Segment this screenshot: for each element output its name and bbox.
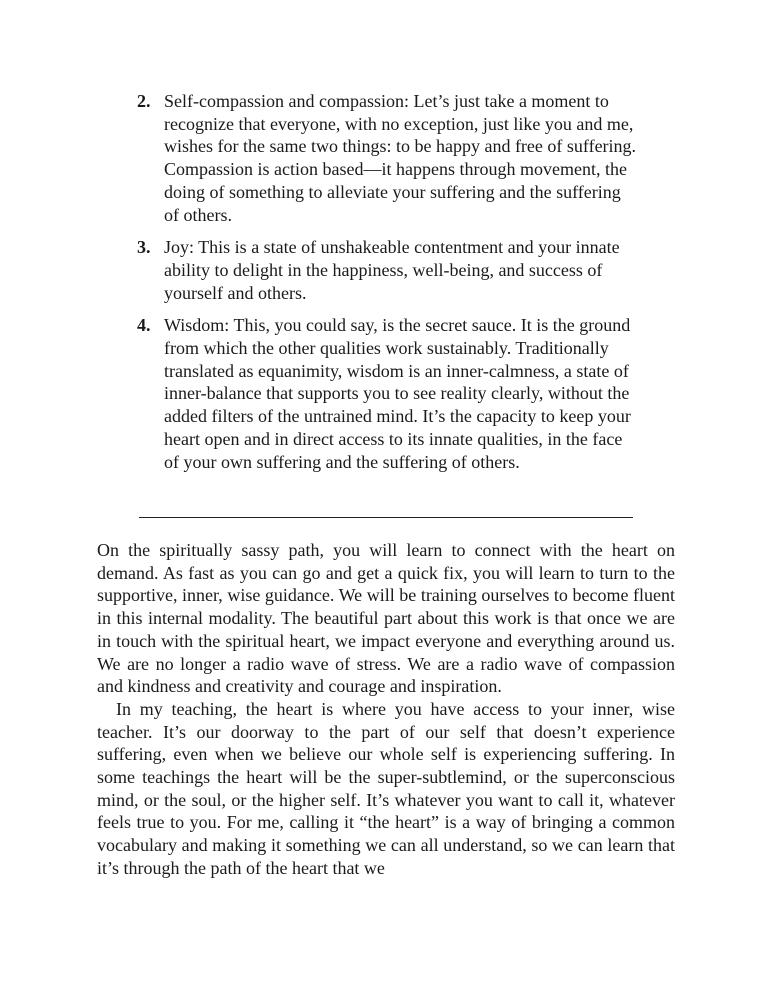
paragraph: On the spiritually sassy path, you will learn to connect with the heart on demand. As fast as you can go and get a quick fix, you will learn to turn to the supportive, inner, wise guidance. We will be training ourselves to become fluent in this internal modality. The beautiful part about this work is that once we are in touch with the spiritual heart, we impact everyone and everything around us. We are no longer a radio wave of stress. We are a radio wave of compassion and kindness and creativity and courage and inspiration. <box>97 540 675 697</box>
list-item-4 <box>137 314 637 473</box>
numbered-list <box>137 90 637 483</box>
list-number: 2. <box>137 91 151 111</box>
list-item-2 <box>137 90 637 226</box>
section-divider <box>139 517 633 518</box>
body-text <box>97 539 675 880</box>
list-item-text: Wisdom: This, you could say, is the secret sauce. It is the ground from which the other qualities work sustainably. Traditionally translated as equanimity, wisdom is an inner-calmness, a state of inner-balance that supports you to see reality clearly, without the added filters of the untrained mind. It’s the capacity to keep your heart open and in direct access to its innate qualities, in the face of your own suffering and the suffering of others. <box>164 315 631 472</box>
list-item-text: Self-compassion and compassion: Let’s just take a moment to recognize that everyone, with no exception, just like you and me, wishes for the same two things: to be happy and free of suffering. Compassion is action based—it happens through movement, the doing of something to alleviate your suffering and the suffering of others. <box>164 91 637 225</box>
paragraph: In my teaching, the heart is where you have access to your inner, wise teacher. It’s our doorway to the part of our self that doesn’t experience suffering, even when we believe our whole self is experiencing suffering. In some teachings the heart will be the super-subtlemind, or the superconscious mind, or the soul, or the higher self. It’s whatever you want to call it, whatever feels true to you. For me, calling it “the heart” is a way of bringing a common vocabulary and making it something we can all understand, so we can learn that it’s through the path of the heart that we <box>97 698 675 878</box>
list-number: 3. <box>137 237 151 258</box>
list-item-3 <box>137 236 637 304</box>
list-item-text: Joy: This is a state of unshakeable contentment and your innate ability to delight in the happiness, well-being, and success of yourself and others. <box>164 237 620 303</box>
list-number: 4. <box>137 315 151 336</box>
